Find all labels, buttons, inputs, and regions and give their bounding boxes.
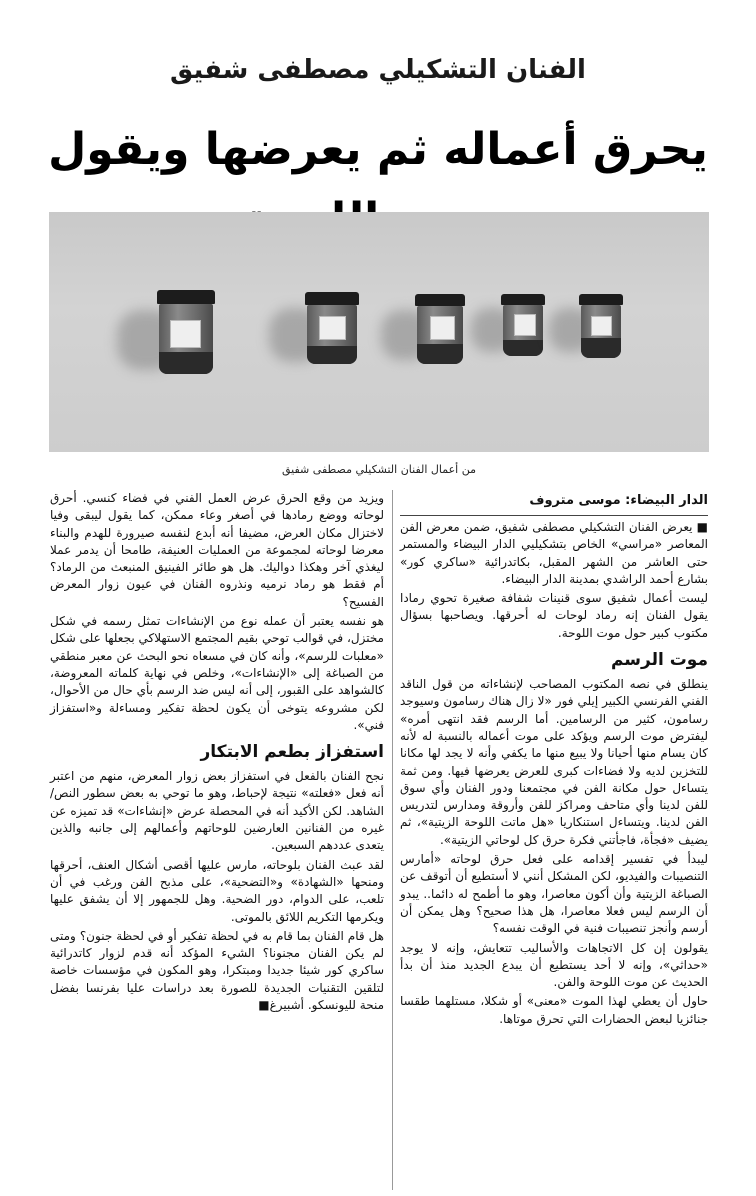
paragraph: يقولون إن كل الاتجاهات والأساليب تتعايش، وإنه لا يوجد «حداثي»، وإنه لا أحد يستطيع أن يبدع الجديد منذ أن بدأ الحديث عن موت اللوحة والفن. — [400, 940, 708, 990]
right-column — [400, 490, 708, 1030]
ash-jar-1 — [157, 290, 215, 374]
subheading: استفزاز بطعم الابتكار — [200, 742, 384, 763]
subheading: موت الرسم — [610, 650, 708, 671]
paragraph: ■ يعرض الفنان التشكيلي مصطفى شفيق، ضمن معرض الفن المعاصر «مراسي» الخاص بتشكيليي الدار البيضاء والمستمر حتى العاشر من الشهر المقبل، بكاتدرائية «ساكري كور» بشارع أحمد الراشدي بمدينة الدار البيضاء. — [400, 520, 708, 586]
article-kicker: الفنان التشكيلي مصطفى شفيق — [170, 55, 586, 85]
paragraph: ليبدأ في تفسير إقدامه على فعل حرق لوحاته «أمارس التنصيبات والفيديو، لكن المشكل أنني لا أستطيع أن أتوقف عن الصباغة الزيتية وأن أكون معاصرا، وهو ما أطمح له دائما.. يبدو أن الرسم ليس فعلا معاصرا، هل هذا صحيح؟ وهل يمكن أن أرسم وأنجز تنصيبات فنية في الوقت نفسه؟ — [400, 852, 708, 936]
photo-caption: من أعمال الفنان التشكيلي مصطفى شفيق — [282, 463, 476, 476]
paragraph: ينطلق في نصه المكتوب المصاحب لإنشاءاته من قول الناقد الفني الفرنسي الكبير إيلي فور «لا زال هناك رسامون وسيوجد رسامون، كثير من الرسامين. أما الرسم فقد انتهى أمره» ليفترض موت الرسم ويؤكد على موت أعماله بالنسبة له لأنه كان يسام منها أحيانا ولا يبيع منها ما يكفي وأنه لا يجد لها مكانا للتخزين لديه ولا فضاءات كبرى للعرض يعرضها فيها. ومن ثمة يتساءل حول مكانة الفن في مجتمعنا ودور الفنان وأي سوق للفن لدينا وأي متاحف ومراكز للفن وأروقة ومدارس لتدريس الفن لدينا. ويتساءل استنكاريا «هل ماتت اللوحة الزيتية»، ثم يضيف «فجأة، فاجأتني فكرة حرق كل لوحاتي الزيتية». — [400, 677, 708, 847]
paragraph: نجح الفنان بالفعل في استفزاز بعض زوار المعرض، منهم من اعتبر أنه فعل «فعلته» نتيجة لإحباط، وهو ما توحي به بعض سطور النص/الشاهد. لكن الأكيد أنه في المحصلة عرض «إنشاءات» قد تميزه عن غيره من الفنانين العارضين للوحاتهم وأعمالهم إلى جانبه والذين يتعدى عددهم السبعين. — [50, 769, 384, 853]
ash-jar-4 — [501, 294, 545, 356]
paragraph: ويزيد من وقع الحرق عرض العمل الفني في فضاء كنسي. أحرق لوحاته ووضع رمادها في أصغر وعاء ممكن، كما يقول ليبقى وفيا لاختزال مكان العرض، مضيفا أنه أبدع لنفسه صيرورة للهدم والبناء معرضا لوحاته لمجموعة من العمليات العنيفة، طامحا أن يدمر عملا ليغذي آخر وهكذا دواليك. هل هو طائر الفينيق المنبعث من الرماد؟ أم فقط هو رماد نرميه ونذروه الفنان في عيون زوار المعرض الفسيح؟ — [50, 491, 384, 609]
column-divider — [392, 490, 393, 1190]
article-photo — [49, 212, 709, 452]
paragraph: هو نفسه يعتبر أن عمله نوع من الإنشاءات تمثل رسمه في شكل مختزل، في قوالب توحي بقيم المجتمع الاستهلاكي بجعلها على شكل «معلبات للرسم»، وأنه كان في مسعاه نحو البحث عن معبر منطقي من الصباغة إلى «الإنشاءات»، وخلص في نهاية كلماته المعروضة، كالشواهد على القبور، إلى أنه ليس ضد الرسم بأي حال من الأحوال، لكن مشروعه يتوخى أن يكون لحظة تفكير ومساءلة و«استفزاز فني». — [50, 614, 384, 732]
byline: الدار البيضاء: موسى متروف — [400, 490, 708, 516]
paragraph: حاول أن يعطي لهذا الموت «معنى» أو شكلا، مستلهما طقسا جنائزيا لبعض الحضارات التي تحرق موتاها. — [400, 994, 708, 1026]
paragraph: هل قام الفنان بما قام به في لحظة تفكير أو في لحظة جنون؟ ومتى لم يكن الفنان مجنونا؟ الشيء المؤكد أنه قدم لزوار كاتدرائية ساكري كور شيئا جديدا ومبتكرا، وهو المكون في مؤسسات خاصة لتلقين التقنيات الجديدة للصورة بعد دراسات عليا بفرنسا بفضل منحة لليونسكو. أشبيرغ■ — [50, 928, 384, 1013]
ash-jar-5 — [579, 294, 623, 358]
paragraph: ليست أعمال شفيق سوى قنينات شفافة صغيرة تحوي رمادا يقول الفنان إنه رماد لوحات له أحرقها. ويصاحبها بسؤال مكتوب كبير حول موت اللوحة. — [400, 591, 708, 640]
paragraph: لقد عبث الفنان بلوحاته، مارس عليها أقصى أشكال العنف، أحرقها ومنحها «الشهادة» و«التضحية»، على مذبح الفن ورغب في أن تلعب، على الدوام، دور الضحية. وهل للجمهور إلا أن يشفق عليها ويكرمها التكريم اللائق بالموتى. — [50, 857, 384, 924]
ash-jar-3 — [415, 294, 465, 364]
ash-jar-2 — [305, 292, 359, 364]
article-headline: يحرق أعماله ثم يعرضها ويقول — [48, 124, 708, 175]
left-column — [50, 490, 384, 1016]
